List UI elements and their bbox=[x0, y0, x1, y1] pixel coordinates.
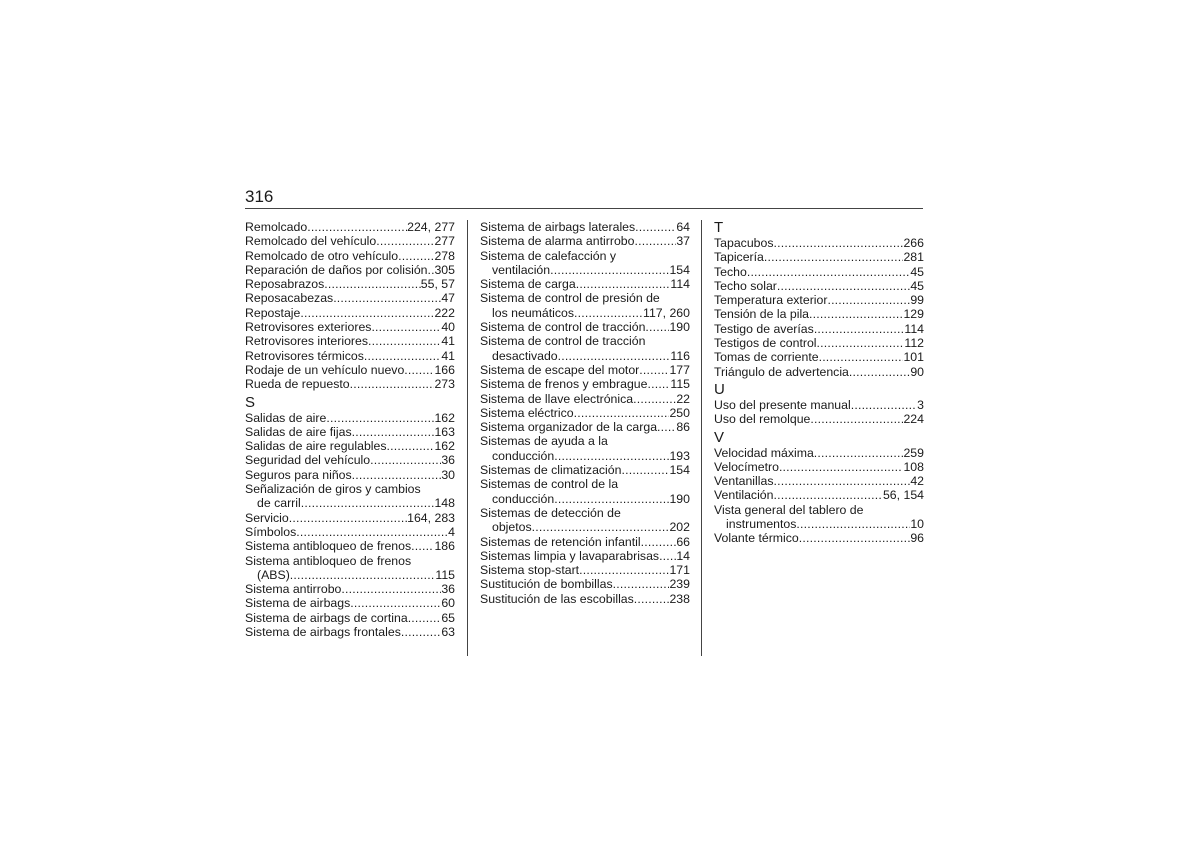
index-column-3 bbox=[714, 220, 924, 546]
index-entry bbox=[480, 320, 690, 334]
dot-leader bbox=[799, 531, 911, 545]
dot-leader bbox=[576, 277, 671, 291]
entry-page-ref[interactable]: 41 bbox=[441, 334, 455, 349]
entry-term: Uso del remolque bbox=[714, 412, 811, 427]
entry-term: los neumáticos bbox=[492, 305, 575, 320]
entry-term: Sistema antibloqueo de frenos bbox=[245, 539, 412, 554]
dot-leader bbox=[558, 349, 671, 363]
entry-term: Señalización de giros y cambios bbox=[245, 482, 421, 497]
entry-page-ref[interactable]: 222 bbox=[434, 305, 455, 320]
dot-leader bbox=[428, 263, 435, 277]
dot-leader bbox=[814, 322, 905, 336]
index-entry bbox=[480, 420, 690, 434]
entry-term: Sistema de airbags frontales bbox=[245, 625, 401, 640]
entry-term: Sistema de control de tracción bbox=[480, 320, 646, 335]
entry-term: Sistema de carga bbox=[480, 277, 576, 292]
dot-leader bbox=[657, 420, 676, 434]
entry-term: Sistema de control de tracción bbox=[480, 334, 646, 349]
index-entry bbox=[245, 220, 455, 234]
entry-term: Ventanillas bbox=[714, 474, 774, 489]
entry-page-ref[interactable]: 90 bbox=[910, 364, 924, 379]
index-entry bbox=[480, 535, 690, 549]
dot-leader bbox=[550, 263, 669, 277]
dot-leader bbox=[639, 363, 669, 377]
dot-leader bbox=[290, 568, 436, 582]
dot-leader bbox=[621, 463, 669, 477]
index-entry bbox=[480, 434, 690, 463]
dot-leader bbox=[398, 249, 434, 263]
entry-term: Sustitución de bombillas bbox=[480, 577, 613, 592]
index-entry bbox=[245, 277, 455, 291]
dot-leader bbox=[810, 412, 903, 426]
index-entry bbox=[245, 349, 455, 363]
entry-page-ref[interactable]: 154 bbox=[669, 262, 690, 277]
entry-page-ref[interactable]: 66 bbox=[676, 534, 690, 549]
entry-page-ref[interactable]: 42 bbox=[910, 474, 924, 489]
index-entry bbox=[245, 411, 455, 425]
entry-term: Remolcado del vehículo bbox=[245, 234, 377, 249]
dot-leader bbox=[773, 488, 882, 502]
dot-leader bbox=[574, 406, 670, 420]
entry-page-ref[interactable]: 116 bbox=[670, 348, 690, 363]
entry-term: Sistema de calefacción y bbox=[480, 248, 617, 263]
entry-term: Sistema de alarma antirrobo bbox=[480, 234, 635, 249]
entry-term: Sistema stop-start bbox=[480, 563, 580, 578]
entry-term: Reposabrazos bbox=[245, 277, 325, 292]
entry-term: Ventilación bbox=[714, 488, 774, 503]
entry-page-ref[interactable]: 36 bbox=[441, 582, 455, 597]
entry-page-ref[interactable]: 190 bbox=[669, 320, 690, 335]
dot-leader bbox=[352, 425, 435, 439]
index-entry bbox=[245, 525, 455, 539]
dot-leader bbox=[817, 336, 905, 350]
entry-term: Sistema de escape del motor bbox=[480, 362, 640, 377]
entry-term: Retrovisores térmicos bbox=[245, 348, 364, 363]
index-entry bbox=[714, 531, 924, 545]
index-entry bbox=[480, 477, 690, 506]
entry-term: Sistemas de retención infantil bbox=[480, 534, 641, 549]
dot-leader bbox=[814, 446, 904, 460]
index-entry bbox=[245, 263, 455, 277]
entry-term: Rueda de repuesto bbox=[245, 377, 350, 392]
dot-leader bbox=[809, 307, 903, 321]
entry-page-ref[interactable]: 65 bbox=[441, 610, 455, 625]
dot-leader bbox=[289, 511, 407, 525]
dot-leader bbox=[301, 496, 435, 510]
entry-term: Sistema de airbags bbox=[245, 596, 351, 611]
index-entry bbox=[245, 439, 455, 453]
entry-page-ref[interactable]: 114 bbox=[904, 321, 924, 336]
entry-term: Volante térmico bbox=[714, 531, 799, 546]
index-entry bbox=[714, 322, 924, 336]
entry-term: Sistema de llave electrónica bbox=[480, 391, 634, 406]
index-entry bbox=[245, 468, 455, 482]
index-entry bbox=[245, 539, 455, 553]
entry-term: Sistemas de ayuda a la bbox=[480, 434, 608, 449]
entry-term: Techo solar bbox=[714, 278, 777, 293]
entry-page-ref[interactable]: 117, 260 bbox=[643, 305, 690, 320]
entry-page-ref[interactable]: 224 bbox=[903, 412, 924, 427]
section-letter: V bbox=[714, 428, 725, 446]
entry-term: Seguridad del vehículo bbox=[245, 453, 371, 468]
dot-leader bbox=[635, 220, 676, 234]
entry-page-ref[interactable]: 115 bbox=[670, 377, 690, 392]
dot-leader bbox=[634, 592, 670, 606]
index-entry bbox=[480, 392, 690, 406]
entry-page-ref[interactable]: 193 bbox=[669, 448, 690, 463]
entry-term: Testigos de control bbox=[714, 336, 817, 351]
entry-page-ref[interactable]: 55, 57 bbox=[420, 277, 455, 292]
index-entry bbox=[245, 596, 455, 610]
entry-page-ref[interactable]: 22 bbox=[676, 391, 690, 406]
entry-term: Salidas de aire regulables bbox=[245, 439, 387, 454]
entry-term: instrumentos bbox=[726, 517, 797, 532]
entry-page-ref[interactable]: 281 bbox=[903, 250, 924, 265]
entry-term: Triángulo de advertencia bbox=[714, 364, 849, 379]
dot-leader bbox=[554, 492, 669, 506]
entry-term: Tapacubos bbox=[714, 236, 774, 250]
index-entry bbox=[714, 336, 924, 350]
entry-term: Seguros para niños bbox=[245, 467, 352, 482]
entry-page-ref[interactable]: 37 bbox=[676, 234, 690, 249]
dot-leader bbox=[300, 306, 434, 320]
entry-term: Rodaje de un vehículo nuevo bbox=[245, 362, 405, 377]
entry-page-ref[interactable]: 45 bbox=[910, 278, 924, 293]
entry-term: Tapicería bbox=[714, 250, 764, 265]
entry-term: Sistema organizador de la carga bbox=[480, 420, 658, 435]
dot-leader bbox=[779, 460, 904, 474]
entry-term: Sustitución de las escobillas bbox=[480, 591, 634, 606]
entry-page-ref[interactable]: 250 bbox=[669, 405, 690, 420]
entry-term: ventilación bbox=[492, 262, 551, 277]
entry-page-ref[interactable]: 41 bbox=[441, 348, 455, 363]
entry-term: Símbolos bbox=[245, 524, 297, 539]
entry-term: Tomas de corriente bbox=[714, 350, 819, 365]
entry-term: Sistema antirrobo bbox=[245, 582, 342, 597]
entry-page-ref[interactable]: 3 bbox=[917, 397, 924, 412]
dot-leader bbox=[764, 250, 904, 264]
index-entry bbox=[245, 554, 455, 583]
index-entry bbox=[245, 249, 455, 263]
dot-leader bbox=[404, 363, 434, 377]
page-number: 316 bbox=[245, 187, 274, 206]
index-entry bbox=[245, 625, 455, 639]
dot-leader bbox=[364, 349, 441, 363]
entry-page-ref[interactable]: 202 bbox=[669, 520, 690, 535]
entry-term: conducción bbox=[492, 448, 555, 463]
index-entry bbox=[714, 446, 924, 460]
dot-leader bbox=[613, 577, 670, 591]
entry-term: Sistemas de detección de bbox=[480, 505, 621, 520]
entry-term: objetos bbox=[492, 520, 532, 535]
entry-term: (ABS) bbox=[257, 567, 290, 582]
entry-term: Sistema de frenos y embrague bbox=[480, 377, 648, 392]
index-entry bbox=[245, 482, 455, 511]
index-entry bbox=[714, 398, 924, 412]
index-entry bbox=[480, 220, 690, 234]
entry-page-ref[interactable]: 86 bbox=[676, 420, 690, 435]
index-entry bbox=[480, 592, 690, 606]
index-entry bbox=[245, 511, 455, 525]
dot-leader bbox=[370, 453, 441, 467]
entry-term: Sistema de airbags de cortina bbox=[245, 610, 408, 625]
entry-page-ref[interactable]: 56, 154 bbox=[882, 488, 924, 503]
index-entry bbox=[714, 265, 924, 279]
entry-page-ref[interactable]: 101 bbox=[903, 350, 924, 365]
index-column-1 bbox=[245, 220, 455, 639]
dot-leader bbox=[819, 350, 904, 364]
entry-page-ref[interactable]: 273 bbox=[434, 377, 455, 392]
dot-leader bbox=[641, 535, 677, 549]
index-entry bbox=[714, 365, 924, 379]
entry-page-ref[interactable]: 190 bbox=[669, 491, 690, 506]
entry-page-ref[interactable]: 162 bbox=[434, 410, 455, 425]
dot-leader bbox=[773, 474, 910, 488]
index-entry bbox=[480, 377, 690, 391]
entry-page-ref[interactable]: 47 bbox=[441, 291, 455, 306]
index-entry bbox=[480, 506, 690, 535]
entry-page-ref[interactable]: 171 bbox=[669, 563, 690, 578]
entry-term: Reparación de daños por colisión bbox=[245, 262, 428, 277]
entry-term: Retrovisores interiores bbox=[245, 334, 369, 349]
dot-leader bbox=[401, 625, 441, 639]
entry-page-ref[interactable]: 305 bbox=[434, 262, 455, 277]
dot-leader bbox=[747, 265, 910, 279]
dot-leader bbox=[633, 392, 676, 406]
entry-page-ref[interactable]: 164, 283 bbox=[407, 510, 455, 525]
dot-leader bbox=[371, 320, 441, 334]
dot-leader bbox=[796, 517, 910, 531]
column-divider bbox=[701, 220, 702, 656]
index-entry bbox=[714, 307, 924, 321]
index-entry bbox=[480, 277, 690, 291]
dot-leader bbox=[554, 449, 669, 463]
index-column-2 bbox=[480, 220, 690, 606]
index-entry bbox=[245, 453, 455, 467]
entry-page-ref[interactable]: 115 bbox=[435, 567, 455, 582]
dot-leader bbox=[408, 611, 442, 625]
entry-page-ref[interactable]: 148 bbox=[434, 496, 455, 511]
dot-leader bbox=[634, 234, 676, 248]
entry-term: Velocidad máxima bbox=[714, 445, 814, 460]
index-entry bbox=[245, 377, 455, 391]
dot-leader bbox=[296, 525, 448, 539]
entry-term: Techo bbox=[714, 264, 747, 279]
index-entry bbox=[480, 234, 690, 248]
index-entry bbox=[714, 236, 924, 250]
entry-term: Repostaje bbox=[245, 305, 301, 320]
entry-term: Salidas de aire bbox=[245, 410, 327, 425]
section-letter: S bbox=[245, 393, 256, 411]
index-entry bbox=[480, 463, 690, 477]
entry-page-ref[interactable]: 108 bbox=[903, 459, 924, 474]
index-entry bbox=[714, 488, 924, 502]
entry-page-ref[interactable]: 36 bbox=[441, 453, 455, 468]
entry-page-ref[interactable]: 112 bbox=[904, 336, 924, 351]
index-entry bbox=[714, 250, 924, 264]
index-entry bbox=[714, 350, 924, 364]
index-entry bbox=[245, 363, 455, 377]
entry-term: Sistema de airbags laterales bbox=[480, 220, 636, 234]
index-entry bbox=[480, 249, 690, 278]
dot-leader bbox=[773, 236, 903, 250]
entry-page-ref[interactable]: 30 bbox=[441, 467, 455, 482]
entry-page-ref[interactable]: 154 bbox=[669, 463, 690, 478]
header-rule bbox=[245, 208, 923, 209]
index-entry bbox=[245, 234, 455, 248]
section-letter: T bbox=[714, 219, 724, 236]
entry-term: Reposacabezas bbox=[245, 291, 334, 306]
entry-page-ref[interactable]: 239 bbox=[669, 577, 690, 592]
entry-term: Sistema de control de presión de bbox=[480, 291, 660, 306]
index-entry bbox=[245, 611, 455, 625]
dot-leader bbox=[350, 596, 441, 610]
dot-leader bbox=[647, 377, 670, 391]
index-entry bbox=[480, 291, 690, 320]
index-entry bbox=[714, 503, 924, 532]
entry-page-ref[interactable]: 40 bbox=[441, 320, 455, 335]
entry-page-ref[interactable]: 14 bbox=[676, 548, 690, 563]
dot-leader bbox=[326, 411, 434, 425]
index-entry bbox=[714, 279, 924, 293]
dot-leader bbox=[341, 582, 441, 596]
section-letter: U bbox=[714, 380, 725, 398]
index-entry bbox=[245, 320, 455, 334]
dot-leader bbox=[659, 549, 676, 563]
entry-term: Sistemas de climatización bbox=[480, 463, 622, 478]
index-entry bbox=[480, 406, 690, 420]
dot-leader bbox=[307, 220, 407, 234]
entry-page-ref[interactable]: 63 bbox=[441, 625, 455, 640]
dot-leader bbox=[350, 377, 435, 391]
entry-page-ref[interactable]: 238 bbox=[669, 591, 690, 606]
index-entry bbox=[480, 334, 690, 363]
dot-leader bbox=[532, 520, 670, 534]
entry-term: Velocímetro bbox=[714, 459, 779, 474]
entry-page-ref[interactable]: 99 bbox=[910, 293, 924, 308]
dot-leader bbox=[333, 291, 441, 305]
entry-page-ref[interactable]: 177 bbox=[669, 362, 690, 377]
entry-term: Vista general del tablero de bbox=[714, 502, 864, 517]
dot-leader bbox=[368, 334, 441, 348]
entry-page-ref[interactable]: 259 bbox=[903, 445, 924, 460]
entry-page-ref[interactable]: 60 bbox=[441, 596, 455, 611]
entry-page-ref[interactable]: 96 bbox=[910, 531, 924, 546]
entry-page-ref[interactable]: 10 bbox=[910, 517, 924, 532]
entry-page-ref[interactable]: 64 bbox=[676, 220, 690, 234]
index-entry bbox=[245, 425, 455, 439]
entry-page-ref[interactable]: 186 bbox=[434, 539, 455, 554]
index-entry bbox=[245, 582, 455, 596]
index-entry bbox=[480, 549, 690, 563]
entry-term: Retrovisores exteriores bbox=[245, 320, 372, 335]
index-entry bbox=[480, 577, 690, 591]
entry-term: Sistema antibloqueo de frenos bbox=[245, 553, 412, 568]
dot-leader bbox=[579, 563, 669, 577]
index-entry bbox=[714, 412, 924, 426]
entry-page-ref[interactable]: 114 bbox=[670, 277, 690, 292]
entry-page-ref[interactable]: 266 bbox=[903, 236, 924, 250]
entry-term: Testigo de averías bbox=[714, 321, 814, 336]
index-entry bbox=[480, 563, 690, 577]
index-entry bbox=[245, 306, 455, 320]
index-entry bbox=[245, 334, 455, 348]
entry-page-ref[interactable]: 163 bbox=[434, 424, 455, 439]
entry-term: Sistemas limpia y lavaparabrisas bbox=[480, 548, 660, 563]
entry-page-ref[interactable]: 166 bbox=[434, 362, 455, 377]
dot-leader bbox=[849, 365, 910, 379]
index-entry bbox=[480, 363, 690, 377]
entry-page-ref[interactable]: 162 bbox=[434, 439, 455, 454]
dot-leader bbox=[387, 439, 435, 453]
entry-term: Servicio bbox=[245, 510, 289, 525]
dot-leader bbox=[851, 398, 917, 412]
entry-page-ref[interactable]: 278 bbox=[434, 248, 455, 263]
dot-leader bbox=[574, 306, 643, 320]
entry-term: Tensión de la pila bbox=[714, 307, 810, 322]
entry-term: Sistema eléctrico bbox=[480, 405, 574, 420]
index-entry bbox=[714, 460, 924, 474]
entry-page-ref[interactable]: 224, 277 bbox=[407, 220, 455, 234]
entry-term: Sistemas de control de la bbox=[480, 477, 619, 492]
dot-leader bbox=[376, 234, 434, 248]
entry-term: Remolcado bbox=[245, 220, 308, 234]
index-entry bbox=[714, 293, 924, 307]
entry-term: conducción bbox=[492, 491, 555, 506]
column-divider bbox=[467, 220, 468, 656]
entry-page-ref[interactable]: 45 bbox=[910, 264, 924, 279]
entry-page-ref[interactable]: 4 bbox=[448, 524, 455, 539]
dot-leader bbox=[411, 539, 434, 553]
entry-term: Salidas de aire fijas bbox=[245, 424, 352, 439]
index-entry bbox=[245, 291, 455, 305]
entry-term: Remolcado de otro vehículo bbox=[245, 248, 399, 263]
entry-term: Uso del presente manual bbox=[714, 397, 851, 412]
dot-leader bbox=[827, 293, 910, 307]
dot-leader bbox=[352, 468, 442, 482]
entry-term: de carril bbox=[257, 496, 301, 511]
index-entry bbox=[714, 474, 924, 488]
dot-leader bbox=[324, 277, 421, 291]
dot-leader bbox=[645, 320, 669, 334]
dot-leader bbox=[777, 279, 910, 293]
entry-page-ref[interactable]: 277 bbox=[434, 234, 455, 249]
entry-page-ref[interactable]: 129 bbox=[903, 307, 924, 322]
entry-term: desactivado bbox=[492, 348, 558, 363]
entry-term: Temperatura exterior bbox=[714, 293, 828, 308]
